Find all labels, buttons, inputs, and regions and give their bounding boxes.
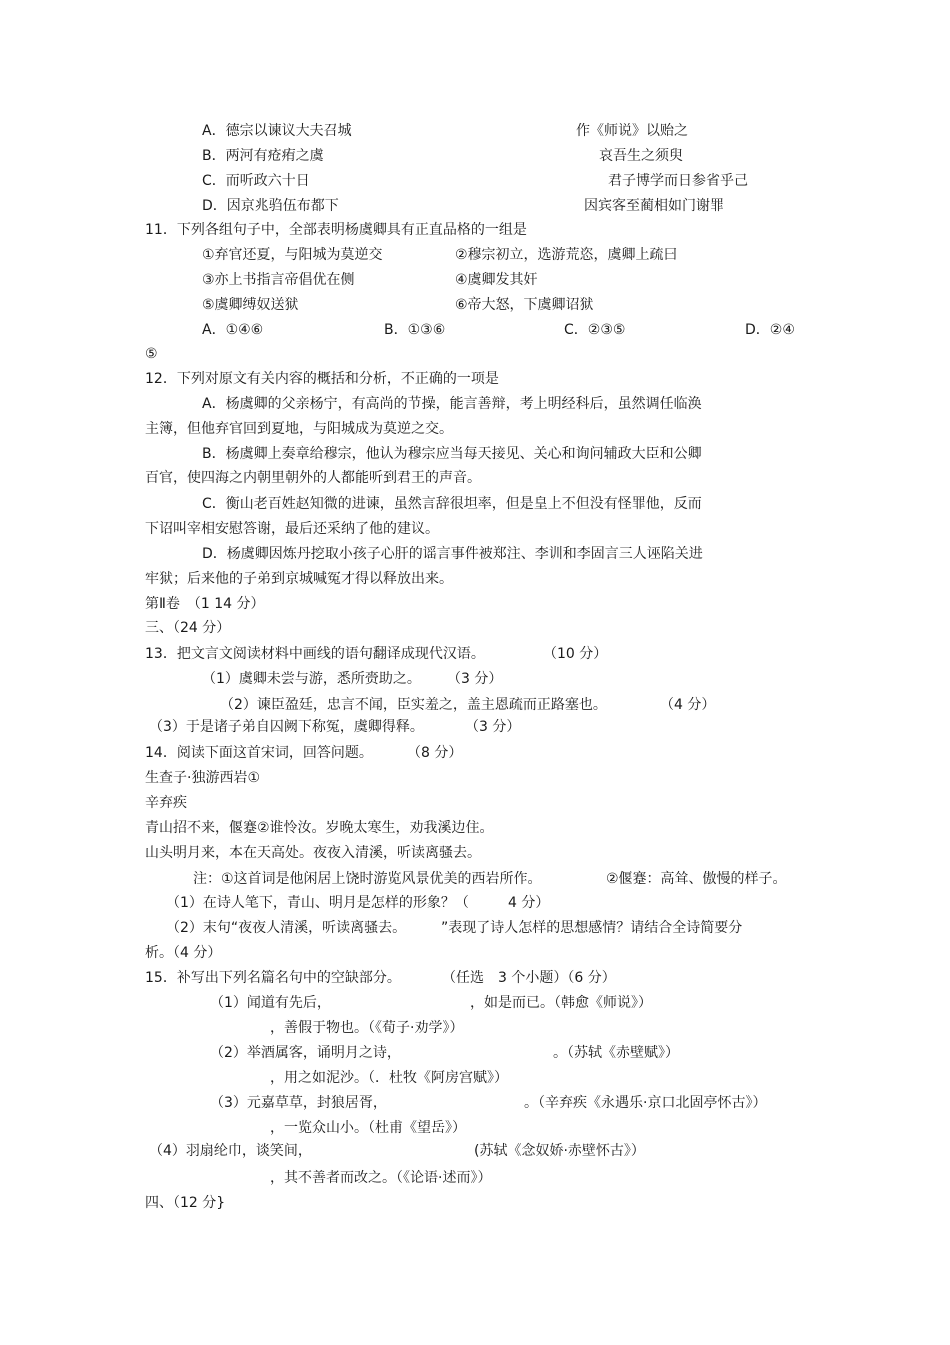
q14-score: （8 分） bbox=[407, 745, 463, 761]
poem-note-1: 注：①这首词是他闲居上饶时游览风景优美的西岩所作。 bbox=[193, 871, 542, 887]
q15-item-4c: ，其不善者而改之。（《论语·述而》） bbox=[270, 1170, 492, 1186]
q11-option-d-wrap: ⑤ bbox=[145, 346, 158, 362]
q13-stem: 13．把文言文阅读材料中画线的语句翻译成现代汉语。 bbox=[145, 646, 485, 662]
q11-item-4: ④虞卿发其奸 bbox=[455, 272, 538, 288]
poem-author: 辛弃疾 bbox=[145, 795, 187, 811]
q12-option-c-line2: 下诏叫宰相安慰答谢，最后还采纳了他的建议。 bbox=[145, 521, 439, 537]
q12-option-b-line2: 百官，使四海之内朝里朝外的人都能听到君王的声音。 bbox=[145, 470, 481, 486]
q15-item-2a: （2）举酒属客，诵明月之诗， bbox=[210, 1045, 401, 1061]
q10-option-b-right: 哀吾生之须臾 bbox=[599, 148, 683, 164]
poem-line-1: 青山招不来，偃蹇②谁怜汝。岁晚太寒生，劝我溪边住。 bbox=[145, 820, 494, 836]
q12-option-b-line1: B．杨虞卿上奏章给穆宗，他认为穆宗应当每天接见、关心和询问辅政大臣和公卿 bbox=[202, 446, 702, 462]
q11-item-6: ⑥帝大怒，下虞卿诏狱 bbox=[455, 297, 594, 313]
section-3-heading: 三、（24 分） bbox=[145, 620, 231, 636]
q15-item-3a: （3）元嘉草草，封狼居胥， bbox=[210, 1095, 387, 1111]
q10-option-b-left: B．两河有疮痏之虞 bbox=[202, 148, 324, 164]
q13-sentence-1-score: （3 分） bbox=[447, 671, 503, 687]
q15-item-4b: (苏轼《念奴娇·赤壁怀古》） bbox=[474, 1143, 645, 1159]
q12-stem: 12．下列对原文有关内容的概括和分析，不正确的一项是 bbox=[145, 371, 499, 387]
q13-sentence-2-score: （4 分） bbox=[660, 697, 716, 713]
section-4-heading: 四、（12 分} bbox=[145, 1195, 226, 1211]
q13-score: （10 分） bbox=[543, 646, 608, 662]
q14-sub-2-part-a: （2）末句“夜夜人清溪，听读离骚去。 bbox=[166, 920, 407, 936]
q15-item-1a: （1）闻道有先后， bbox=[210, 995, 331, 1011]
q15-item-1b: ，如是而已。（韩愈《师说》） bbox=[470, 995, 652, 1011]
q15-item-3b: 。（辛弃疾《永遇乐·京口北固亭怀古》） bbox=[524, 1095, 767, 1111]
q15-item-2b: 。（苏轼《赤壁赋》） bbox=[553, 1045, 679, 1061]
q10-option-d-right: 因宾客至蔺相如门谢罪 bbox=[584, 198, 724, 214]
q11-option-b: B．①③⑥ bbox=[384, 322, 446, 338]
q10-option-a-left: A．德宗以谏议大夫召城 bbox=[202, 123, 352, 139]
q14-sub-2-part-c: 析。（4 分） bbox=[145, 945, 222, 961]
q12-option-c-line1: C．衡山老百姓赵知微的进谏，虽然言辞很坦率，但是皇上不但没有怪罪他，反而 bbox=[202, 496, 702, 512]
q12-option-a-line1: A．杨虞卿的父亲杨宁，有高尚的节操，能言善辩，考上明经科后，虽然调任临涣 bbox=[202, 396, 702, 412]
q15-item-3c: ，一览众山小。（杜甫《望岳》） bbox=[270, 1120, 466, 1136]
q15-item-2c: ，用之如泥沙。（．杜牧《阿房宫赋》） bbox=[270, 1070, 508, 1086]
q11-item-2: ②穆宗初立，选游荒恣，虞卿上疏曰 bbox=[455, 247, 678, 263]
q11-option-d: D．②④ bbox=[745, 322, 795, 338]
q11-option-c: C．②③⑤ bbox=[564, 322, 626, 338]
q15-item-4a: （4）羽扇纶巾，谈笑间， bbox=[149, 1143, 312, 1159]
q15-note: （任选 3 个小题）（6 分） bbox=[442, 970, 616, 986]
q10-option-a-right: 作《师说》以贻之 bbox=[576, 123, 688, 139]
q14-sub-1: （1）在诗人笔下，青山、明月是怎样的形象？（ bbox=[166, 895, 469, 911]
poem-line-2: 山头明月来，本在天高处。夜夜入清溪，听读离骚去。 bbox=[145, 845, 481, 861]
q12-option-a-line2: 主簿，但他弃官回到夏地，与阳城成为莫逆之交。 bbox=[145, 421, 453, 437]
q11-item-1: ①弃官还夏，与阳城为莫逆交 bbox=[202, 247, 383, 263]
q12-option-d-line2: 牢狱；后来他的子弟到京城喊冤才得以释放出来。 bbox=[145, 571, 453, 587]
q15-stem: 15．补写出下列名篇名句中的空缺部分。 bbox=[145, 970, 401, 986]
volume-2-heading: 第Ⅱ卷 （1 14 分） bbox=[145, 596, 265, 612]
q11-option-a: A．①④⑥ bbox=[202, 322, 264, 338]
poem-title: 生查子·独游西岩① bbox=[145, 770, 261, 786]
q15-item-1c: ，善假于物也。（《荀子·劝学》） bbox=[270, 1020, 464, 1036]
q10-option-c-right: 君子博学而日参省乎己 bbox=[608, 173, 748, 189]
q14-stem: 14．阅读下面这首宋词，回答问题。 bbox=[145, 745, 373, 761]
q13-sentence-1: （1）虞卿未尝与游，悉所赍助之。 bbox=[202, 671, 421, 687]
q13-sentence-3-score: （3 分） bbox=[465, 719, 521, 735]
q14-sub-2-part-b: ”表现了诗人怎样的思想感情？请结合全诗简要分 bbox=[441, 920, 743, 936]
q10-option-c-left: C．而听政六十日 bbox=[202, 173, 310, 189]
q14-sub-1-score: 4 分） bbox=[508, 895, 550, 911]
q13-sentence-2: （2）谏臣盈廷，忠言不闻，臣实羞之，盖主恩疏而正路塞也。 bbox=[220, 697, 607, 713]
q11-stem: 11．下列各组句子中，全部表明杨虞卿具有正直品格的一组是 bbox=[145, 222, 527, 238]
q10-option-d-left: D．因京兆驺伍布都下 bbox=[202, 198, 339, 214]
q11-item-5: ⑤虞卿缚奴送狱 bbox=[202, 297, 299, 313]
q11-item-3: ③亦上书指言帝倡优在侧 bbox=[202, 272, 355, 288]
q12-option-d-line1: D．杨虞卿因炼丹挖取小孩子心肝的谣言事件被郑注、李训和李固言三人诬陷关进 bbox=[202, 546, 703, 562]
q13-sentence-3: （3）于是诸子弟自囚阙下称冤，虞卿得释。 bbox=[149, 719, 424, 735]
poem-note-2: ②偃蹇：高耸、傲慢的样子。 bbox=[606, 871, 787, 887]
